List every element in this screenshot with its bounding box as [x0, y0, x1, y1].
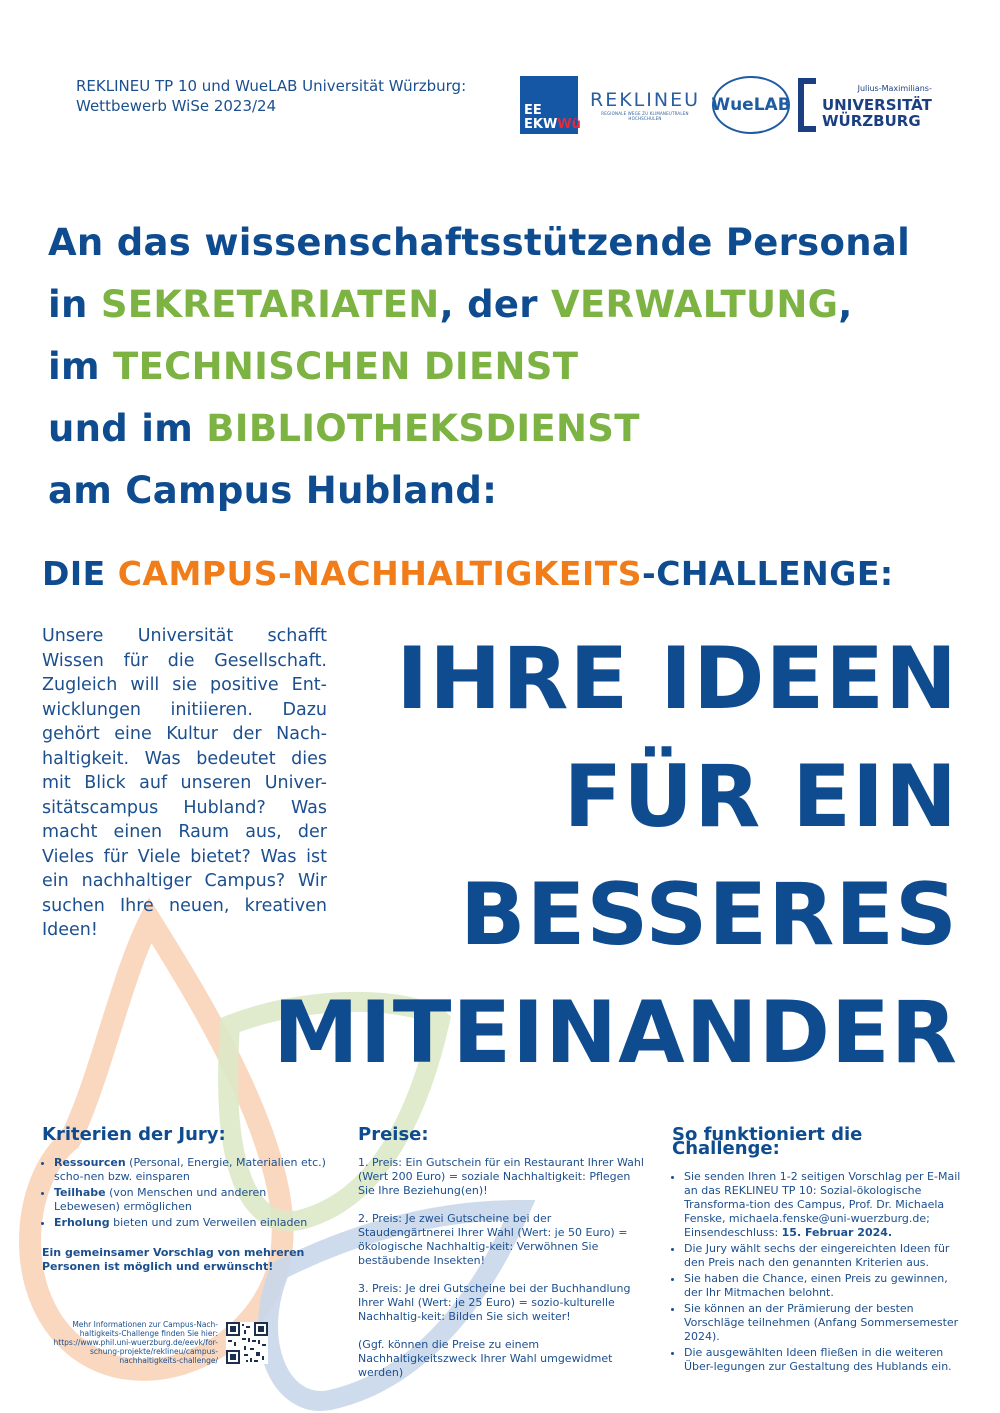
- headline-line-5: am Campus Hubland:: [48, 469, 498, 512]
- more-info-text: Mehr Informationen zur Campus-Nach-haltigkeits-Challenge finden Sie hier: https://www.phil.uni-wuerzburg.de/eevk/for-schung-projekte/reklineu/campus-nachhaltigkeits-challenge/: [53, 1320, 218, 1365]
- howto-list: [672, 1170, 962, 1374]
- prize-3: 3. Preis: Je drei Gutscheine bei der Buchhandlung Ihrer Wahl (Wert: je 25 Euro) = sozio-kulturelle Nachhaltig-keit: Bilden Sie sich weiter!: [358, 1282, 631, 1323]
- reklineu-logo-text: REKLINEU: [590, 89, 700, 111]
- reklineu-logo: [586, 89, 704, 121]
- howto-title: So funktioniert die Challenge:: [672, 1124, 863, 1159]
- eekw-logo-line2b: Wü: [557, 117, 581, 132]
- slogan-line-1: IHRE IDEEN: [396, 629, 958, 729]
- howto-item: • Die ausgewählten Ideen fließen in die weiteren Über-legungen zur Gestaltung des Hublands ein.: [684, 1346, 962, 1374]
- headline-line-1: An das wissenschaftsstützende Personal: [48, 221, 911, 264]
- university-logo-line2: WÜRZBURG: [822, 112, 921, 130]
- criteria-note: Ein gemeinsamer Vorschlag von mehreren Personen ist möglich und erwünscht!: [42, 1246, 305, 1273]
- criteria-item: • Erholung bieten und zum Verweilen einladen: [54, 1216, 330, 1230]
- howto-item: • Sie senden Ihren 1-2 seitigen Vorschlag per E-Mail an das REKLINEU TP 10: Sozial-ökologische Transforma-tion des Campus, Prof. Dr. Michaela Fenske, michaela.fenske@uni-wuerzburg.de; Einsendeschluss: 15. Februar 2024.: [684, 1170, 962, 1240]
- howto-item: • Sie können an der Prämierung der besten Vorschläge teilnehmen (Anfang Sommersemester 2024).: [684, 1302, 962, 1344]
- highlight-verwaltung: VERWALTUNG: [551, 283, 839, 326]
- criteria-list: [42, 1156, 330, 1230]
- qr-code[interactable]: [226, 1322, 268, 1364]
- reklineu-logo-subtitle: REGIONALE WEGE ZU KLIMANEUTRALEN HOCHSCHULEN: [601, 111, 689, 121]
- logo-bar: [520, 74, 932, 136]
- criteria-item: • Teilhabe (von Menschen und anderen Lebewesen) ermöglichen: [54, 1186, 330, 1214]
- slogan-line-3: BESSERES: [460, 865, 958, 965]
- howto-item: • Die Jury wählt sechs der eingereichten Ideen für den Preis nach den genannten Kriterien aus.: [684, 1242, 962, 1270]
- slogan-line-4: MITEINANDER: [273, 983, 958, 1083]
- header-line-1: REKLINEU TP 10 und WueLAB Universität Würzburg:: [76, 77, 467, 95]
- criteria-section: [42, 1124, 330, 1288]
- eekw-logo-line1: EE: [524, 103, 542, 118]
- deadline: 15. Februar 2024.: [781, 1226, 893, 1239]
- headline-line-4: und im BIBLIOTHEKSDIENST: [48, 407, 640, 450]
- slogan-line-2: FÜR EIN: [563, 747, 958, 847]
- university-logo-small: Julius-Maximilians-: [857, 84, 932, 93]
- headline: [48, 212, 910, 522]
- highlight-bibliotheksdienst: BIBLIOTHEKSDIENST: [206, 407, 640, 450]
- eekw-logo: [520, 76, 581, 134]
- prize-1: 1. Preis: Ein Gutschein für ein Restaurant Ihrer Wahl (Wert 200 Euro) = soziale Nachhaltigkeit: Pflegen Sie Ihre Beziehung(en)!: [358, 1156, 644, 1197]
- criteria-item: • Ressourcen (Personal, Energie, Materialien etc.) scho-nen bzw. einsparen: [54, 1156, 330, 1184]
- prize-note: (Ggf. können die Preise zu einem Nachhaltigkeitszweck Ihrer Wahl umgewidmet werden): [358, 1338, 613, 1379]
- eekw-logo-line2a: EKW: [524, 117, 558, 132]
- howto-item: • Sie haben die Chance, einen Preis zu gewinnen, der Ihr Mitmachen belohnt.: [684, 1272, 962, 1300]
- wuelab-logo-text: WueLAB: [711, 95, 791, 115]
- challenge-title: DIE CAMPUS-NACHHALTIGKEITS-CHALLENGE:: [42, 554, 894, 593]
- university-logo-bracket: [798, 78, 816, 132]
- howto-section: [672, 1124, 962, 1376]
- university-logo-line1: UNIVERSITÄT: [822, 96, 932, 114]
- wuelab-logo: [712, 76, 790, 134]
- header-line-2: Wettbewerb WiSe 2023/24: [76, 97, 277, 115]
- prizes-title: Preise:: [358, 1124, 429, 1145]
- header-text: [76, 76, 466, 116]
- intro-text: Unsere Universität schafft Wissen für die Gesellschaft. Zugleich will sie positive Ent-wicklungen initiieren. Dazu gehört eine Kultur der Nach-haltigkeit. Was bedeutet dies mit Blick auf unseren Univer-sitätscampus Hubland? Was macht einen Raum aus, der Vieles für Viele bietet? Was ist ein nachhaltiger Campus? Wir suchen Ihre neuen, kreativen Ideen!: [42, 626, 327, 940]
- prize-2: 2. Preis: Je zwei Gutscheine bei der Staudengärtnerei Ihrer Wahl (Wert: je 50 Euro) = ökologische Nachhaltig-keit: Verwöhnen Sie bestäubende Insekten!: [358, 1212, 628, 1267]
- criteria-title: Kriterien der Jury:: [42, 1124, 226, 1145]
- highlight-technischer-dienst: TECHNISCHEN DIENST: [113, 345, 579, 388]
- headline-line-2: in SEKRETARIATEN, der VERWALTUNG,: [48, 283, 853, 326]
- highlight-sekretariaten: SEKRETARIATEN: [100, 283, 440, 326]
- headline-line-3: im TECHNISCHEN DIENST: [48, 345, 579, 388]
- challenge-highlight: CAMPUS-NACHHALTIGKEITS: [117, 554, 643, 593]
- university-logo: [798, 78, 932, 132]
- slogan: [273, 620, 958, 1092]
- prizes-section: [358, 1124, 648, 1394]
